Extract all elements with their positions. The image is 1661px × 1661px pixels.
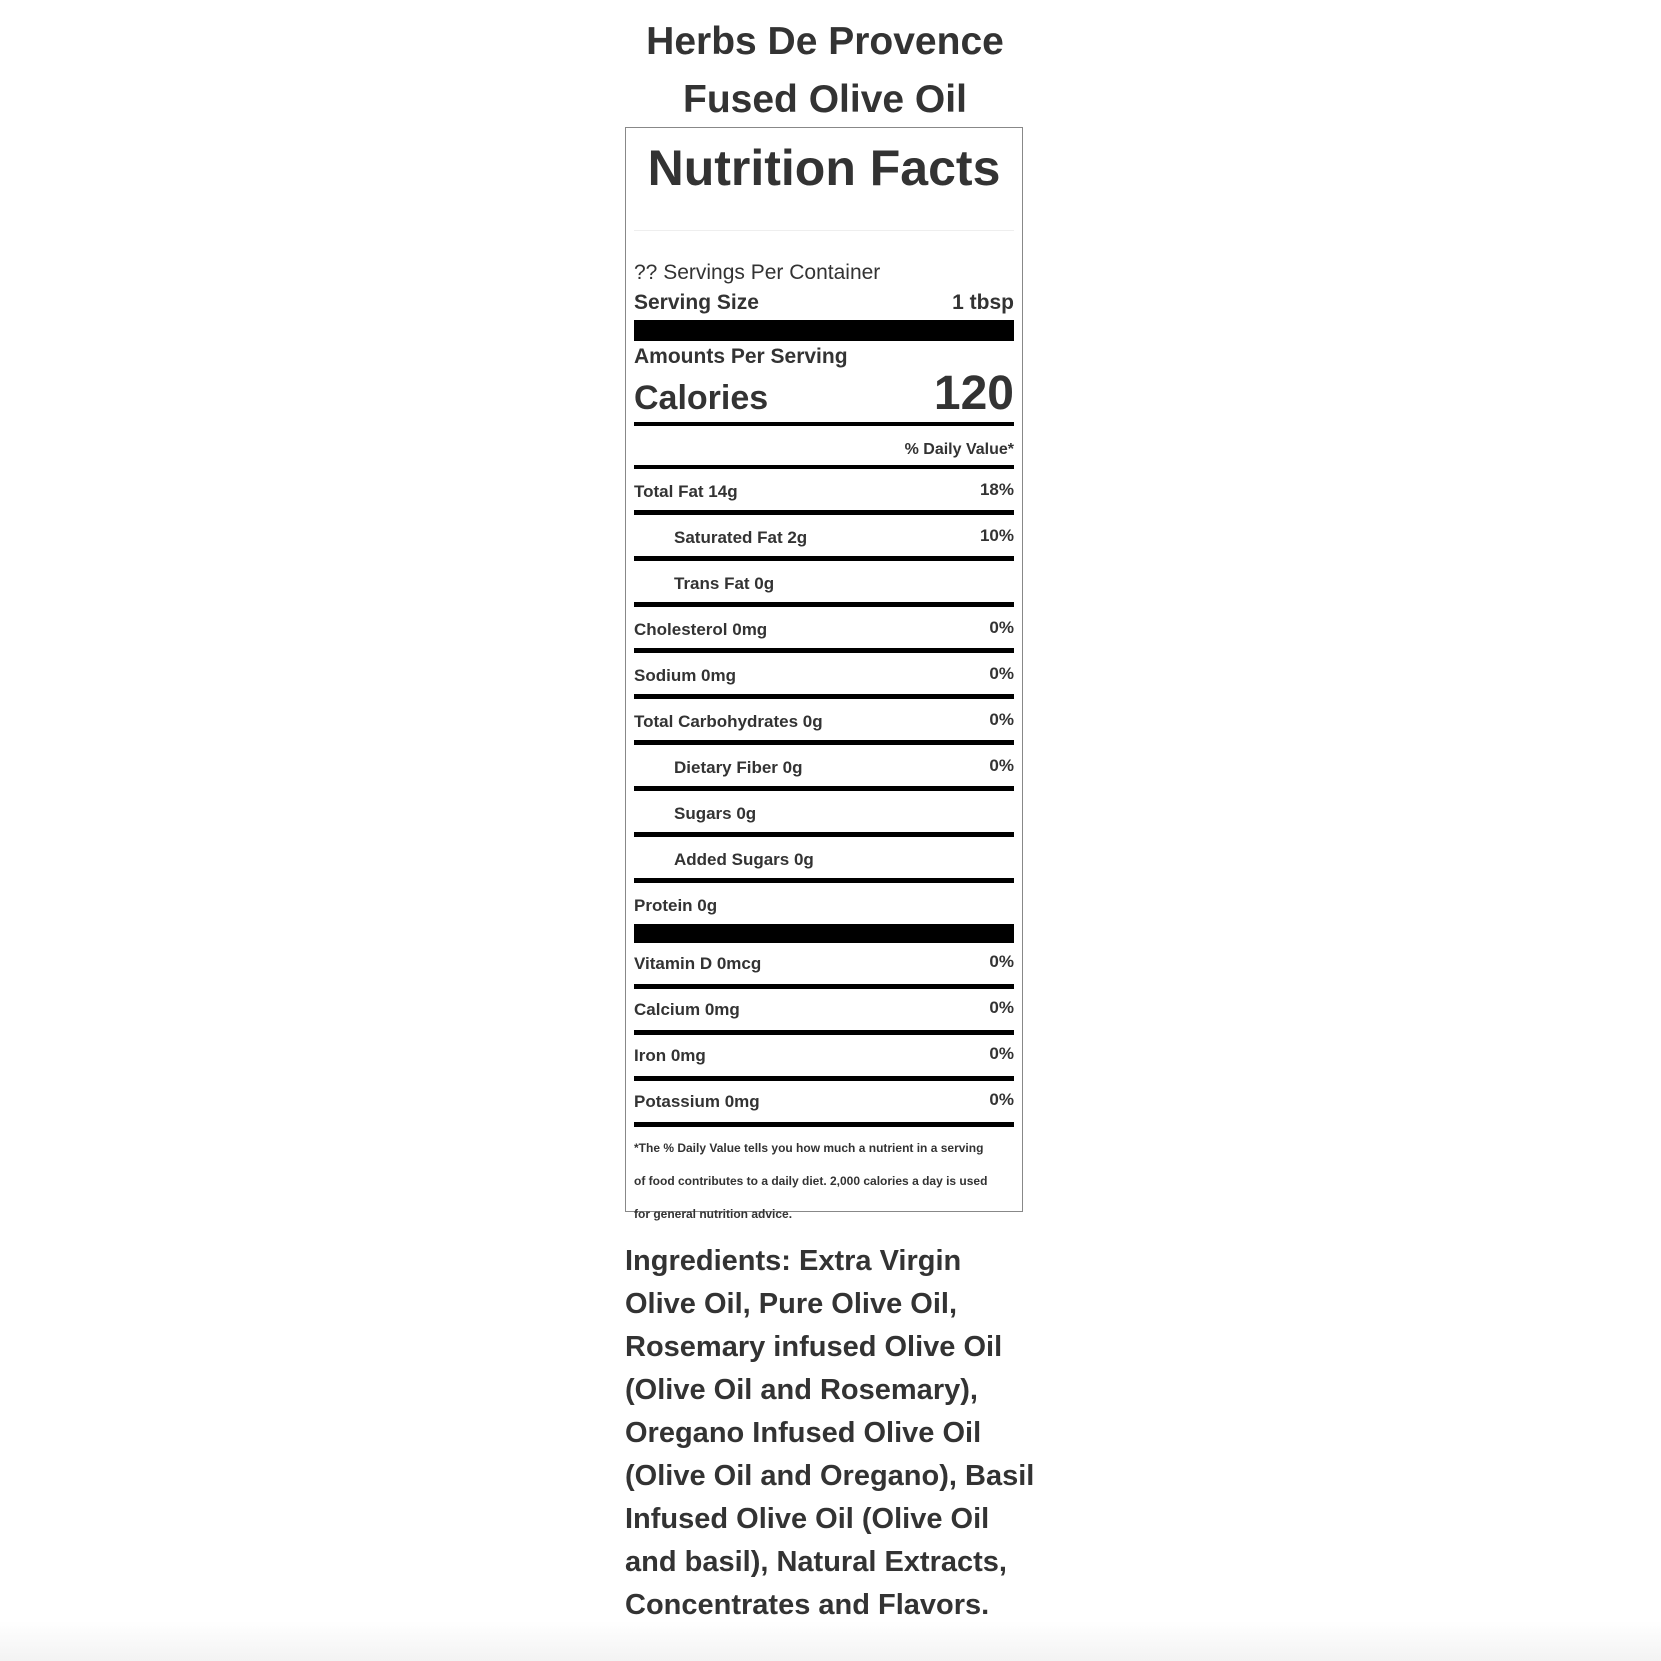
nutrient-name: Cholesterol 0mg <box>634 620 768 639</box>
thick-divider <box>634 320 1014 341</box>
nutrient-name: Sodium 0mg <box>634 666 737 685</box>
ingredients-line: (Olive Oil and Rosemary), <box>625 1374 978 1406</box>
serving-size-label: Serving Size <box>634 291 759 314</box>
vitamin-name: Vitamin D 0mcg <box>634 954 762 973</box>
ingredients-text <box>625 1240 1045 1627</box>
nutrient-dv: 0% <box>989 618 1014 637</box>
nutrient-row <box>634 694 1014 740</box>
footnote-line: for general nutrition advice. <box>634 1207 793 1221</box>
nutrient-name: Dietary Fiber 0g <box>674 758 803 777</box>
nutrient-name: Total Fat 14g <box>634 482 738 501</box>
nutrient-row <box>634 740 1014 786</box>
vitamin-name: Iron 0mg <box>634 1046 706 1065</box>
nutrition-facts-title: Nutrition Facts <box>647 140 1001 196</box>
vitamin-row <box>634 1081 1014 1127</box>
nutrition-label <box>625 127 1023 1221</box>
servings-per-container: ?? Servings Per Container <box>634 261 881 284</box>
vitamin-row <box>634 989 1014 1035</box>
footnote-line: *The % Daily Value tells you how much a nutrient in a serving <box>634 1141 984 1155</box>
ingredients-line: Ingredients: Extra Virgin <box>625 1245 962 1277</box>
calories-value: 120 <box>933 367 1014 420</box>
vitamin-row <box>634 1035 1014 1081</box>
vitamin-row <box>634 943 1014 989</box>
nutrient-row <box>634 786 1014 832</box>
thick-divider <box>634 924 1014 943</box>
nutrient-row <box>634 510 1014 556</box>
nutrient-dv: 10% <box>979 526 1014 545</box>
vitamin-name: Potassium 0mg <box>634 1092 760 1111</box>
vitamin-dv: 0% <box>989 1044 1014 1063</box>
nutrient-name: Total Carbohydrates 0g <box>634 712 823 731</box>
ingredients-line: Infused Olive Oil (Olive Oil <box>625 1503 990 1535</box>
ingredients-line: Concentrates and Flavors. <box>625 1589 990 1621</box>
nutrient-row <box>634 832 1014 878</box>
vitamin-dv: 0% <box>989 1090 1014 1109</box>
nutrient-name: Trans Fat 0g <box>674 574 775 593</box>
nutrient-name: Sugars 0g <box>674 804 757 823</box>
product-title-line: Herbs De Provence <box>646 20 1004 63</box>
nutrient-dv: 0% <box>989 710 1014 729</box>
daily-value-header: % Daily Value* <box>904 441 1014 458</box>
vitamin-dv: 0% <box>989 998 1014 1017</box>
ingredients-line: Olive Oil, Pure Olive Oil, <box>625 1288 958 1320</box>
nutrient-row <box>634 556 1014 602</box>
footnote-line: of food contributes to a daily diet. 2,000 calories a day is used <box>634 1174 988 1188</box>
nutrient-dv: 0% <box>989 756 1014 775</box>
nutrient-name: Saturated Fat 2g <box>674 528 808 547</box>
calories-label: Calories <box>634 379 769 417</box>
nutrient-dv: 0% <box>989 664 1014 683</box>
ingredients-line: (Olive Oil and Oregano), Basil <box>625 1460 1035 1492</box>
daily-value-footnote <box>634 1132 1014 1231</box>
nutrient-row <box>634 602 1014 648</box>
nutrient-name: Added Sugars 0g <box>674 850 814 869</box>
ingredients-line: Oregano Infused Olive Oil <box>625 1417 982 1449</box>
nutrient-dv: 18% <box>979 480 1014 499</box>
page <box>625 0 1035 1621</box>
nutrient-row <box>634 648 1014 694</box>
nutrient-name: Protein 0g <box>634 896 718 915</box>
bottom-shadow <box>0 1621 1661 1661</box>
nutrient-row <box>634 465 1014 510</box>
divider <box>634 230 1014 231</box>
ingredients-line: Rosemary infused Olive Oil <box>625 1331 1003 1363</box>
ingredients-line: and basil), Natural Extracts, <box>625 1546 1007 1578</box>
vitamin-dv: 0% <box>989 952 1014 971</box>
product-title-line: Fused Olive Oil <box>683 78 967 121</box>
product-title <box>625 13 1025 129</box>
amounts-per-serving: Amounts Per Serving <box>634 345 848 368</box>
vitamin-name: Calcium 0mg <box>634 1000 740 1019</box>
serving-size-value: 1 tbsp <box>952 291 1014 314</box>
serving-size-row <box>634 290 1014 316</box>
calories-row <box>634 366 1014 422</box>
nutrient-row <box>634 878 1014 924</box>
